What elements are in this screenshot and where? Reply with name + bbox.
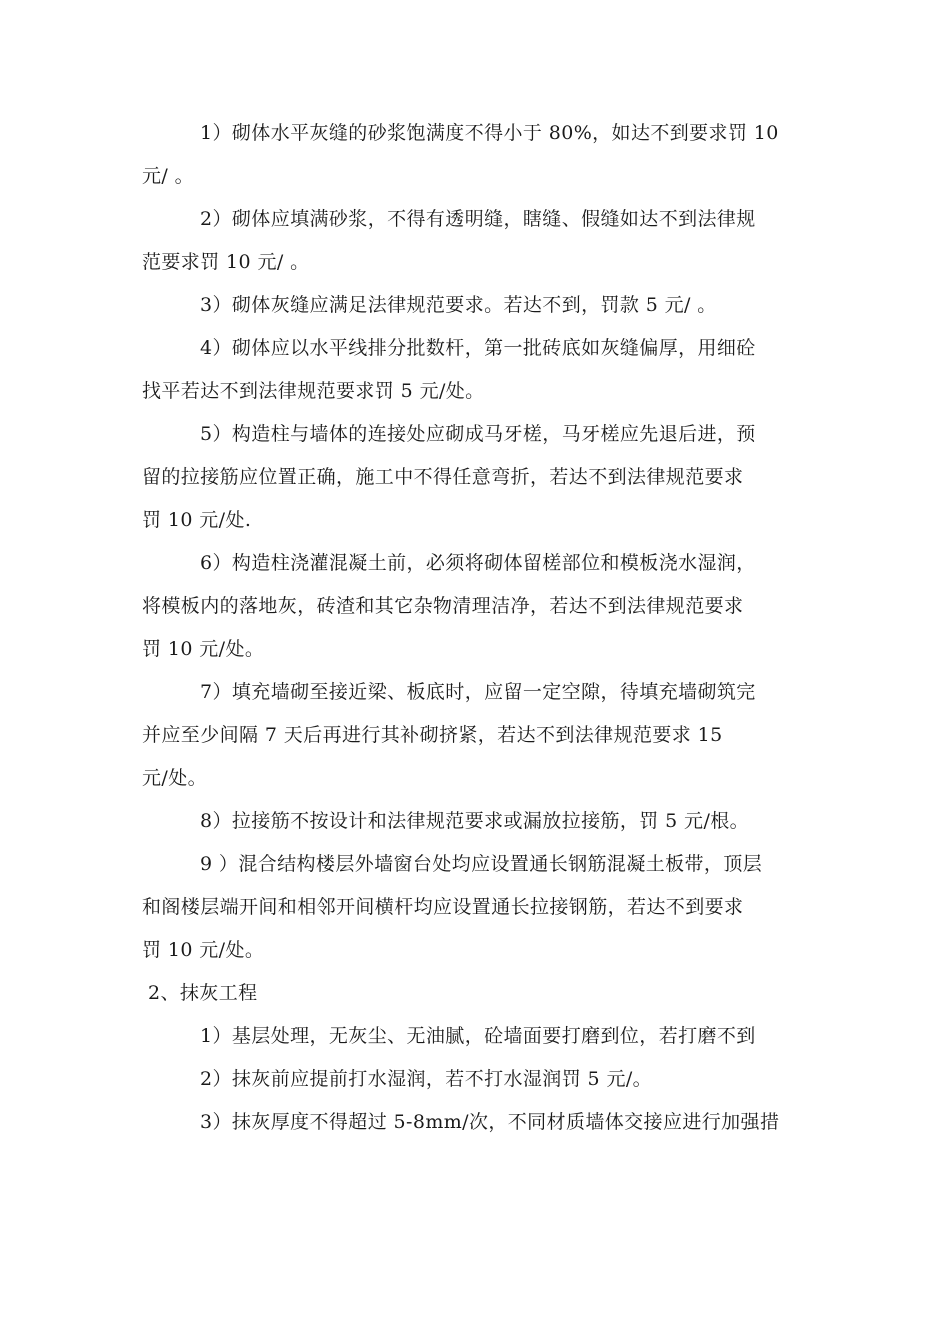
list-item [142, 327, 818, 413]
text-line: 3）砌体灰缝应满足法律规范要求。若达不到，罚款 5 元/ 。 [200, 294, 717, 316]
text-line: 范要求罚 10 元/ 。 [142, 251, 310, 273]
text-line: 4）砌体应以水平线排分批数杆，第一批砖底如灰缝偏厚，用细砼 [200, 337, 756, 359]
text-line: 3）抹灰厚度不得超过 5-8mm/次，不同材质墙体交接应进行加强措 [200, 1111, 780, 1133]
list-item [142, 1101, 818, 1144]
list-item [142, 112, 818, 198]
text-line: 并应至少间隔 7 天后再进行其补砌挤紧，若达不到法律规范要求 15 [142, 724, 723, 746]
text-line: 9 ）混合结构楼层外墙窗台处均应设置通长钢筋混凝土板带，顶层 [200, 853, 763, 875]
text-line: 留的拉接筋应位置正确，施工中不得任意弯折，若达不到法律规范要求 [142, 466, 744, 488]
text-line: 2）抹灰前应提前打水湿润，若不打水湿润罚 5 元/。 [200, 1068, 653, 1090]
list-item [142, 1015, 818, 1058]
text-line: 将模板内的落地灰，砖渣和其它杂物清理洁净，若达不到法律规范要求 [142, 595, 744, 617]
text-line: 罚 10 元/处。 [142, 939, 265, 961]
text-line: 7）填充墙砌至接近梁、板底时，应留一定空隙，待填充墙砌筑完 [200, 681, 756, 703]
section-heading-text: 2、抹灰工程 [148, 982, 258, 1004]
list-item [142, 198, 818, 284]
list-item [142, 284, 818, 327]
text-line: 2）砌体应填满砂浆，不得有透明缝，瞎缝、假缝如达不到法律规 [200, 208, 756, 230]
text-line: 8）拉接筋不按设计和法律规范要求或漏放拉接筋，罚 5 元/根。 [200, 810, 750, 832]
text-line: 6）构造柱浇灌混凝土前，必须将砌体留槎部位和模板浇水湿润， [200, 552, 756, 574]
section-heading [142, 972, 818, 1015]
text-line: 元/ 。 [142, 165, 195, 187]
text-line: 罚 10 元/处. [142, 509, 252, 531]
text-line: 罚 10 元/处。 [142, 638, 265, 660]
document-body [142, 112, 818, 1144]
text-line: 找平若达不到法律规范要求罚 5 元/处。 [142, 380, 485, 402]
list-item [142, 843, 818, 972]
text-line: 和阁楼层端开间和相邻开间横杆均应设置通长拉接钢筋，若达不到要求 [142, 896, 744, 918]
list-item [142, 671, 818, 800]
list-item [142, 1058, 818, 1101]
text-line: 1）基层处理，无灰尘、无油腻，砼墙面要打磨到位，若打磨不到 [200, 1025, 756, 1047]
text-line: 元/处。 [142, 767, 208, 789]
text-line: 1）砌体水平灰缝的砂浆饱满度不得小于 80%，如达不到要求罚 10 [200, 122, 779, 144]
list-item [142, 413, 818, 542]
list-item [142, 542, 818, 671]
text-line: 5）构造柱与墙体的连接处应砌成马牙槎，马牙槎应先退后进，预 [200, 423, 756, 445]
list-item [142, 800, 818, 843]
